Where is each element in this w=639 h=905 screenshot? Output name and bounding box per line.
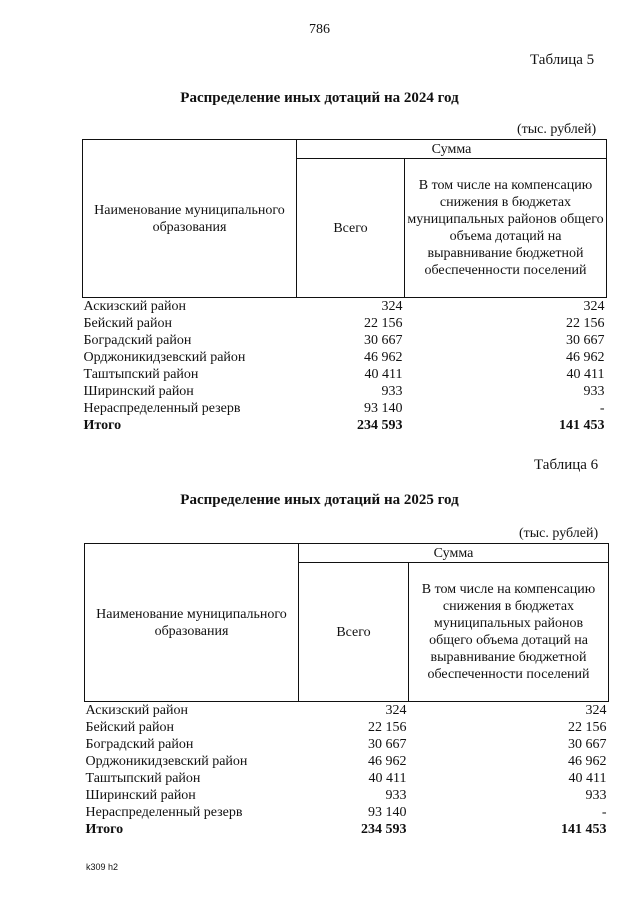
row-including: 46 962 [568, 754, 607, 769]
row-name: Аскизский район [85, 703, 188, 718]
table-row [83, 315, 607, 332]
total-row-name: Итого [83, 418, 122, 433]
row-total: 40 411 [364, 367, 403, 382]
name-column-header: Наименование муниципального образования [85, 544, 299, 702]
row-total: 93 140 [364, 401, 403, 416]
row-total: 933 [381, 384, 403, 399]
row-total: 30 667 [368, 737, 407, 752]
row-including: 40 411 [568, 771, 607, 786]
table-5-title: Распределение иных дотаций на 2024 год [180, 90, 459, 106]
row-name: Нераспределенный резерв [85, 805, 243, 820]
total-row-including: 141 453 [559, 418, 605, 433]
row-total: 93 140 [368, 805, 407, 820]
table-5-units: (тыс. рублей) [517, 122, 597, 137]
table-row [83, 383, 607, 400]
row-including: - [601, 805, 607, 820]
total-row [85, 821, 609, 838]
footer-code: k309 h2 [86, 862, 119, 872]
including-column-header: В том числе на компенсацию снижения в бюджетах муниципальных районов общего объема дотаций на выравнивание бюджетной обеспеченности поселений [405, 159, 607, 298]
table-row [83, 400, 607, 417]
row-including: 933 [585, 788, 607, 803]
row-including: 46 962 [566, 350, 605, 365]
page-number: 786 [309, 22, 330, 37]
table-row [85, 736, 609, 753]
row-total: 933 [385, 788, 407, 803]
table-row [85, 770, 609, 787]
row-including: 324 [583, 299, 605, 314]
including-column-header: В том числе на компенсацию снижения в бюджетах муниципальных районов общего объема дотаций на выравнивание бюджетной обеспеченности поселений [409, 563, 609, 702]
row-including: 40 411 [566, 367, 605, 382]
total-row [83, 417, 607, 434]
row-name: Нераспределенный резерв [83, 401, 241, 416]
row-name: Бейский район [83, 316, 172, 331]
total-column-header: Всего [299, 563, 409, 702]
table-6-title: Распределение иных дотаций на 2025 год [180, 492, 459, 508]
total-row-total: 234 593 [361, 822, 407, 837]
table-row [83, 332, 607, 349]
row-name: Боградский район [83, 333, 192, 348]
table-row [85, 702, 609, 720]
row-name: Ширинский район [85, 788, 196, 803]
row-total: 22 156 [364, 316, 403, 331]
row-including: 933 [583, 384, 605, 399]
name-column-header: Наименование муниципального образования [83, 140, 297, 298]
row-total: 324 [385, 703, 407, 718]
table-5-label: Таблица 5 [530, 52, 595, 68]
row-including: 22 156 [566, 316, 605, 331]
table-row [83, 298, 607, 316]
row-total: 46 962 [368, 754, 407, 769]
total-row-including: 141 453 [561, 822, 607, 837]
row-name: Таштыпский район [83, 367, 199, 382]
row-name: Бейский район [85, 720, 174, 735]
row-total: 40 411 [368, 771, 407, 786]
row-including: 30 667 [568, 737, 607, 752]
table-6-units: (тыс. рублей) [519, 526, 599, 541]
table-6-label: Таблица 6 [534, 457, 599, 473]
total-row-total: 234 593 [357, 418, 403, 433]
row-name: Орджоникидзевский район [85, 754, 248, 769]
row-including: 22 156 [568, 720, 607, 735]
row-total: 46 962 [364, 350, 403, 365]
table-6 [84, 543, 609, 838]
row-name: Орджоникидзевский район [83, 350, 246, 365]
row-including: 324 [585, 703, 607, 718]
sum-column-header: Сумма [299, 544, 609, 563]
row-name: Аскизский район [83, 299, 186, 314]
row-including: 30 667 [566, 333, 605, 348]
table-row [85, 753, 609, 770]
row-total: 30 667 [364, 333, 403, 348]
row-name: Боградский район [85, 737, 194, 752]
table-row [83, 349, 607, 366]
table-row [85, 804, 609, 821]
row-including: - [599, 401, 605, 416]
row-total: 324 [381, 299, 403, 314]
sum-column-header: Сумма [297, 140, 607, 159]
row-name: Таштыпский район [85, 771, 201, 786]
total-row-name: Итого [85, 822, 124, 837]
table-row [83, 366, 607, 383]
table-row [85, 719, 609, 736]
row-total: 22 156 [368, 720, 407, 735]
table-row [85, 787, 609, 804]
table-5 [82, 139, 607, 434]
total-column-header: Всего [297, 159, 405, 298]
row-name: Ширинский район [83, 384, 194, 399]
